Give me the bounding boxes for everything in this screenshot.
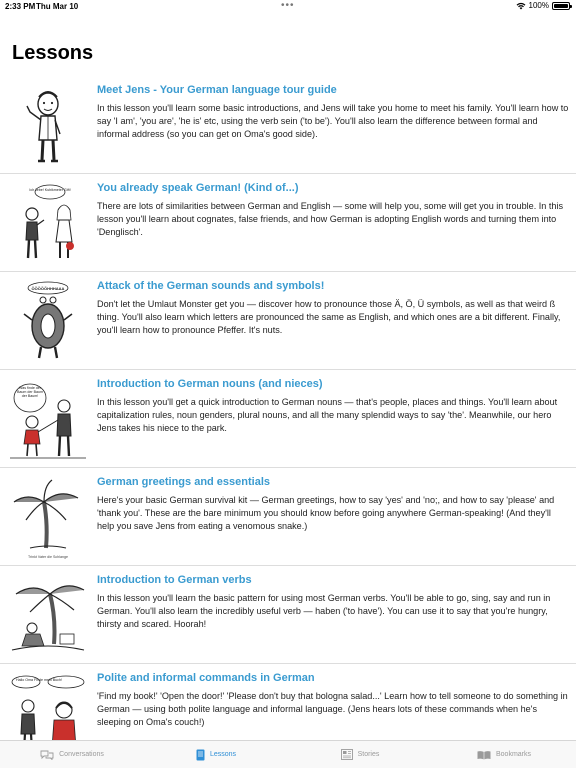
lesson-text [97,182,569,239]
lesson-title[interactable]: Meet Jens - Your German language tour guide [97,84,337,96]
newspaper-icon [341,749,353,760]
lesson-text [97,672,569,729]
tab-label: Lessons [209,751,237,758]
book-icon [196,749,205,761]
lesson-description: In this lesson you'll get a quick introduction to German nouns — that's people, places and things. You'll learn about capitalization rules, noun genders, plural nouns, and all the many splendid ways to say 'the'. Meanwhile, our hero Jens takes his niece to the park. [97,397,558,433]
lesson-title[interactable]: Introduction to German nouns (and nieces) [97,378,323,390]
speech-bubble-text: Was finde der Baum der Baum der Baum! [17,386,43,399]
lesson-text [97,574,569,631]
lesson-title[interactable]: Introduction to German verbs [97,574,252,586]
tab-label: Conversations [59,751,104,758]
lesson-description: In this lesson you'll learn some basic introductions, and Jens will take you home to meet his family. You'll learn how to say 'I am', 'you are', 'he is' etc, using the verb sein ('to be'). You'll also learn the difference between formal and informal address (so you can get on Oma's good side). [97,103,569,139]
tab-conversations[interactable] [0,741,144,768]
lesson-row[interactable] [0,566,576,664]
tab-label: Stories [357,751,380,758]
lesson-title[interactable]: You already speak German! (Kind of...) [97,182,299,194]
lesson-row[interactable] [0,174,576,272]
lesson-description: 'Find my book!' 'Open the door!' 'Please don't buy that bologna salad...' Learn how to tell someone to do something in German — using both polite language and informal language. (Jens hears lots of these commands when he's sleeping on Oma's couch!) [97,691,568,727]
open-book-icon [477,750,491,760]
tab-stories[interactable] [288,741,432,768]
lesson-text [97,378,569,435]
lesson-row[interactable] [0,272,576,370]
battery-icon [552,2,570,10]
lesson-illustration [10,82,86,168]
lesson-row[interactable] [0,370,576,468]
tab-lessons[interactable] [144,741,288,768]
page-title: Lessons [12,42,94,64]
lesson-text [97,84,569,141]
lesson-list[interactable] [0,76,576,740]
speech-bubble-text: ÖÖÖÖÖHHHAAA [31,286,65,291]
battery-percent: 100% [528,1,549,10]
lesson-illustration [10,376,86,462]
lesson-title[interactable]: Polite and informal commands in German [97,672,315,684]
lesson-title[interactable]: Attack of the German sounds and symbols! [97,280,325,292]
lesson-row[interactable] [0,664,576,740]
lesson-text [97,476,569,533]
multitasking-dots-icon[interactable]: ••• [281,0,295,11]
lesson-illustration [10,572,86,658]
lesson-row[interactable] [0,468,576,566]
lesson-illustration [10,474,86,560]
lesson-description: Don't let the Umlaut Monster get you — discover how to pronounce those Ä, Ö, Ü symbols, as well as that weird ß thing. You'll also learn which letters are pronounced the same as English, and which ones are a bit different. Finally, you'll learn how to pronounce Pfeffer. It's nuts. [97,299,561,335]
lesson-description: In this lesson you'll learn the basic pattern for using most German verbs. You'll be able to go, sing, say and run in German. You'll also learn the incredibly useful verb — haben ('to have'). You can use it to say that you're hungry, thirsty and scared. Hoorah! [97,593,551,629]
lesson-illustration [10,180,86,266]
speech-bubble-text: Ich liebe! Kubikmeter Gift! [29,188,71,192]
wifi-icon [516,2,526,10]
lesson-illustration [10,670,86,740]
caption-text: Trinkt Vater die Schlange [28,555,68,559]
status-bar [0,0,576,14]
status-time: 2:33 PM [5,2,36,11]
lesson-row[interactable] [0,76,576,174]
tab-bookmarks[interactable] [432,741,576,768]
status-date: Thu Mar 10 [36,2,79,11]
chat-bubbles-icon [40,750,54,760]
speech-bubble-text: Hallo Oma Finde mein Buch! [16,678,62,682]
lesson-illustration [10,278,86,364]
lesson-title[interactable]: German greetings and essentials [97,476,271,488]
tab-label: Bookmarks [495,751,531,758]
lesson-description: Here's your basic German survival kit — German greetings, how to say 'yes' and 'no;, and how to say 'please' and 'thank you'. These are the bare minimum you should know before going anywhere German-speaking! (And they'll help you save Jens from eating a venomous snake.) [97,495,555,531]
tab-bar [0,740,576,768]
lesson-description: There are lots of similarities between German and English — some will help you, some will get you in trouble. In this lesson you'll learn about cognates, false friends, and how German is adopting English words and turning them into 'Denglisch'. [97,201,564,237]
lesson-text [97,280,569,337]
status-right [516,1,570,10]
